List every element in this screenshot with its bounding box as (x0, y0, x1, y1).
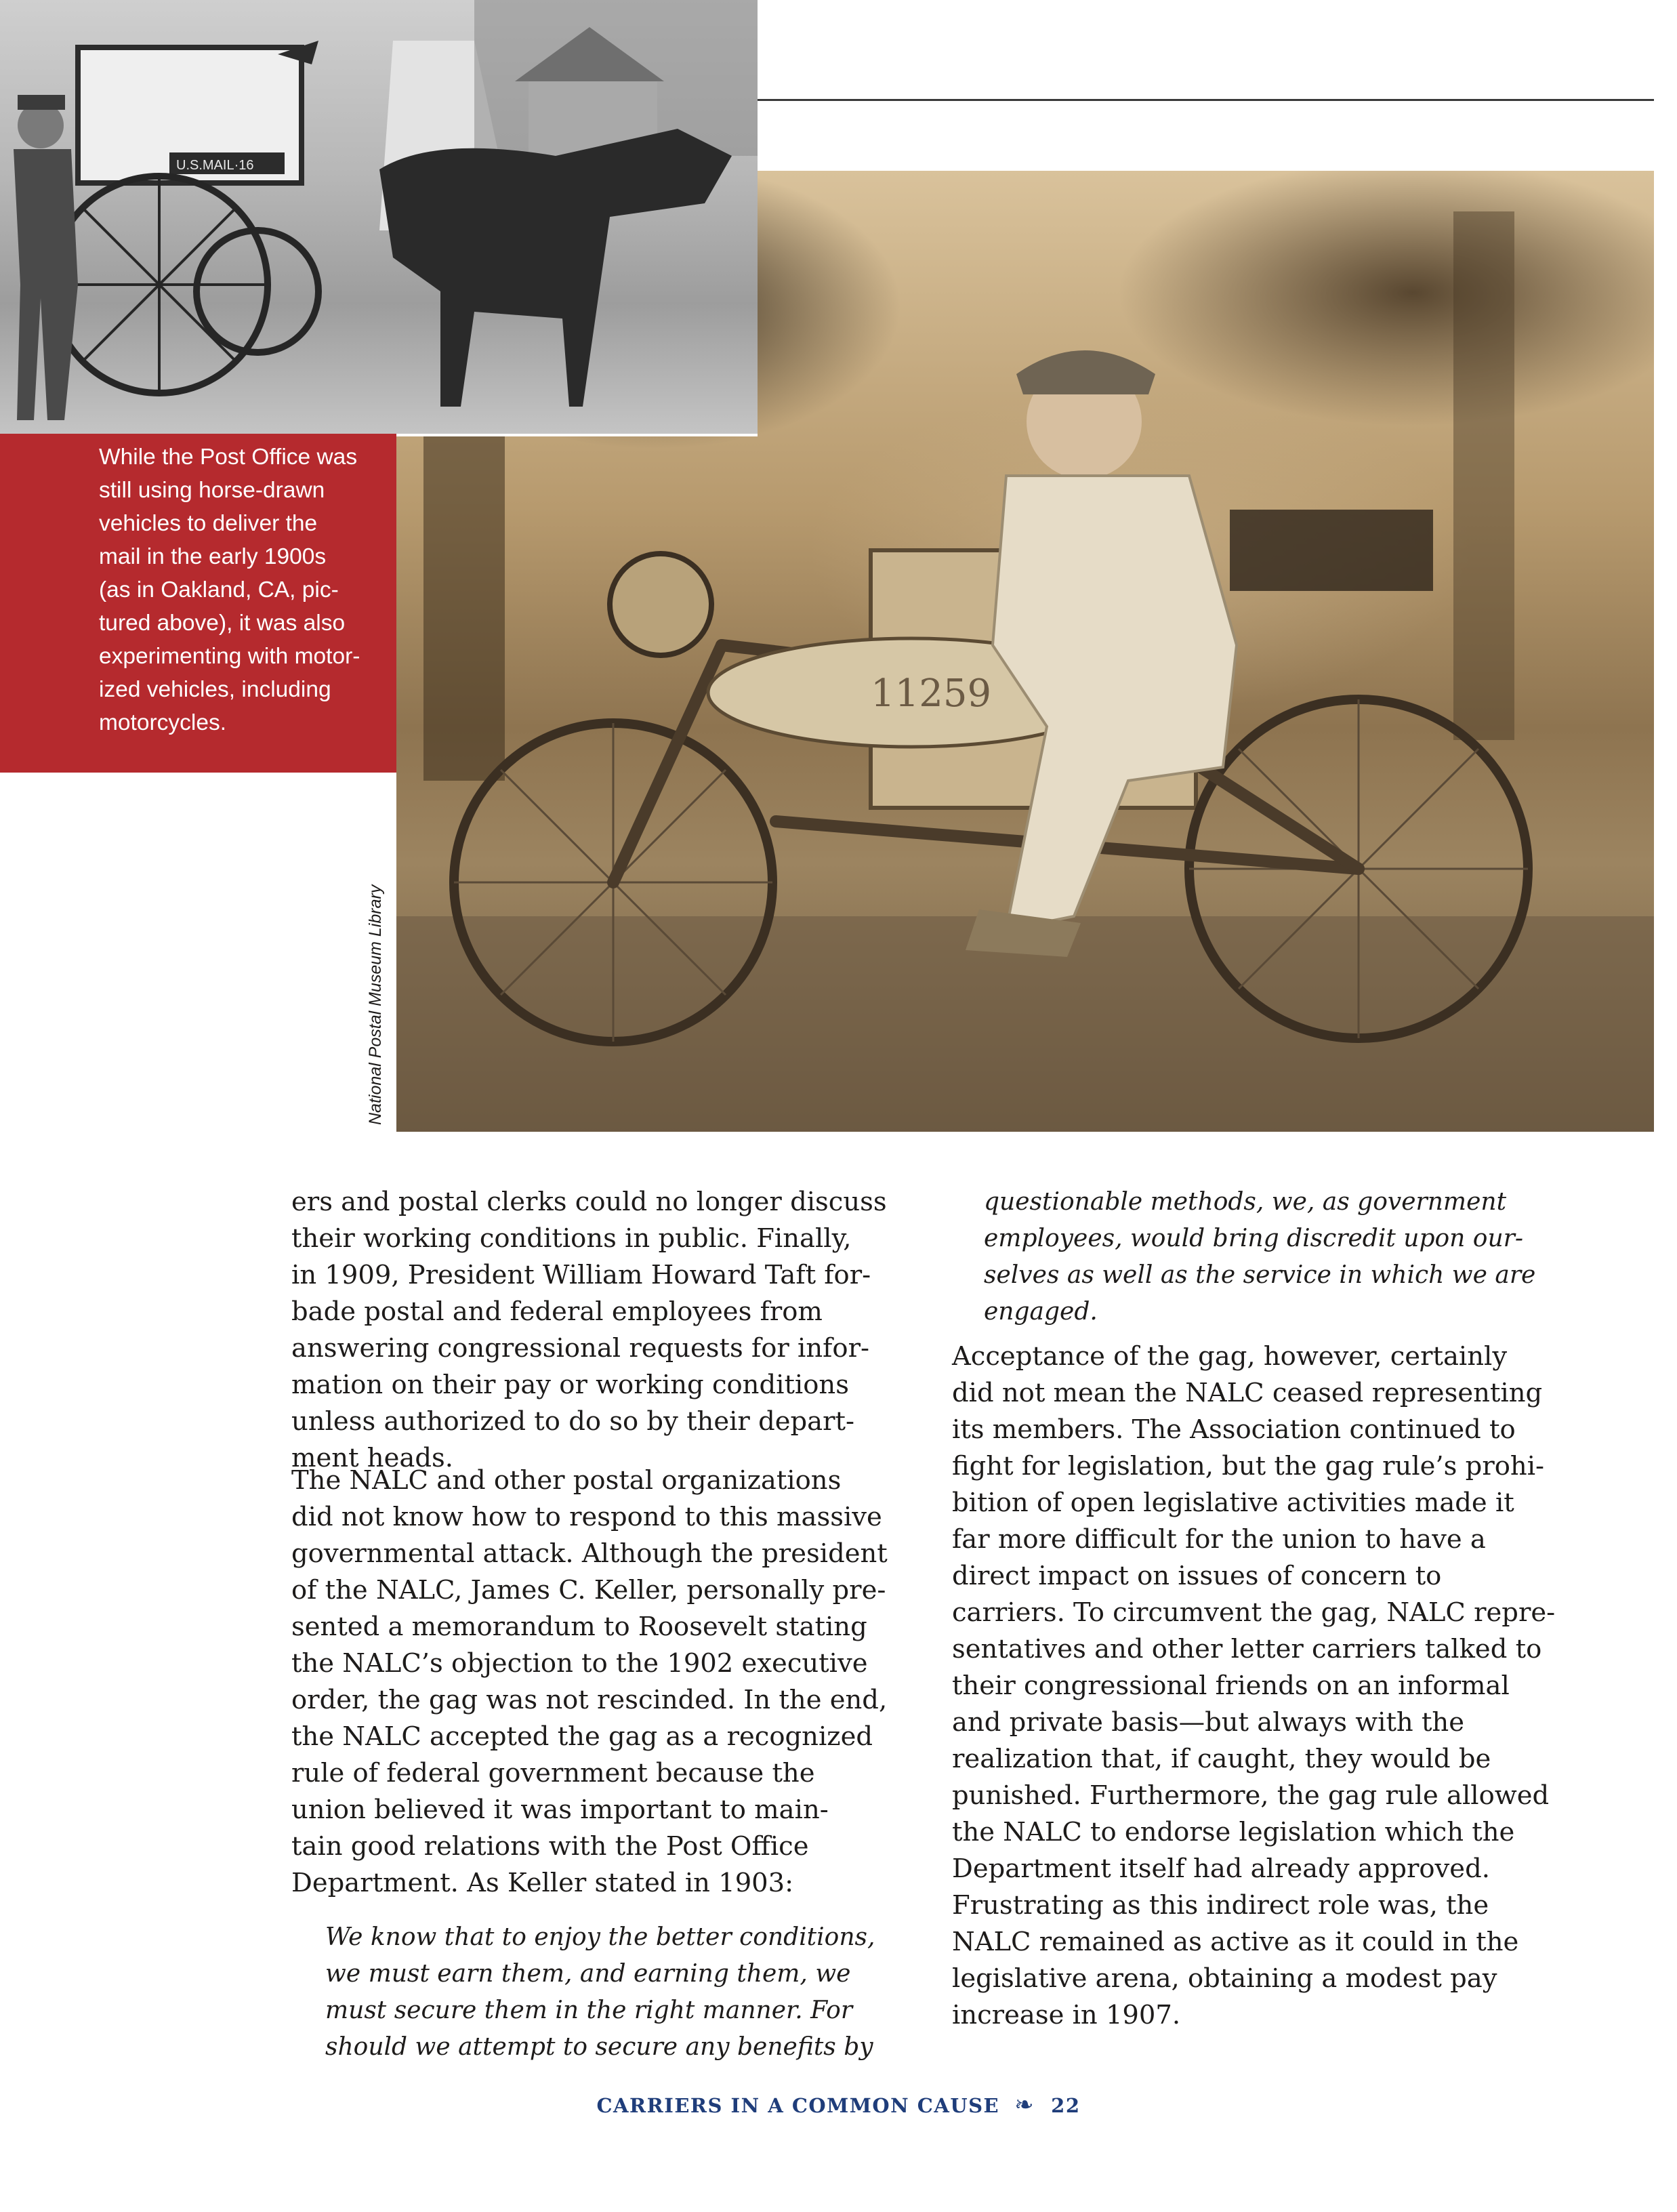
footer-title: CARRIERS IN A COMMON CAUSE (596, 2094, 1000, 2117)
keller-quote-part-2: questionable methods, we, as government employees, would bring discredit upon our- selves as well as the service in which we are engaged. (984, 1188, 1536, 1326)
right-column-paragraph: Acceptance of the gag, however, certainly did not mean the NALC ceased representing its members. The Association continued to fight for legislation, but the gag rule’s prohi- bition of open legislative activities made it far more difficult for the union to have a direct impact on issues of concern to carriers. To circumvent the gag, NALC repre- sentatives and other letter carriers talked to their congressional friends on an informal and private basis—but always with the realization that, if caught, they would be punished. Furthermore, the gag rule allowed the NALC to endorse legislation which the Department itself had already approved. Frustrating as this indirect role was, the NALC remained as active as it could in the legislative arena, obtaining a modest pay increase in 1907. (952, 1341, 1556, 2030)
photo-credit: National Postal Museum Library (366, 884, 385, 1125)
page-footer (0, 2091, 1677, 2118)
horse-drawn-mail-wagon-photo (0, 0, 758, 436)
leaf-ornament-icon: ❧ (1014, 2091, 1035, 2118)
left-column-paragraph-1: ers and postal clerks could no longer discuss their working conditions in public. Finally, in 1909, President William Howard Taft for- bade postal and federal employees from answering congressional requests for infor- mation on their pay or working conditions unless authorized to do so by their depart- ment heads. (291, 1187, 887, 1473)
page-number: 22 (1051, 2094, 1081, 2117)
left-column-paragraph-2: The NALC and other postal organizations did not know how to respond to this massive governmental attack. Although the president of the NALC, James C. Keller, personally pre- sented a memorandum to Roosevelt stating the NALC’s objection to the 1902 executive order, the gag was not rescinded. In the end, the NALC accepted the gag as a recognized rule of federal government because the union believed it was important to main- tain good relations with the Post Office Department. As Keller stated in 1903: (291, 1465, 888, 1898)
tank-number: 11259 (871, 672, 992, 716)
keller-quote-part-1: We know that to enjoy the better conditions, we must earn them, and earning them, we must secure them in the right manner. For should we attempt to secure any benefits by (325, 1923, 875, 2061)
photo-caption: While the Post Office was still using horse-drawn vehicles to deliver the mail in the early 1900s (as in Oakland, CA, pic- tured above), it was also experimenting with motor- ized vehicles, including motorcycles. (99, 445, 360, 735)
wagon-illustration (0, 0, 758, 434)
wagon-sign: U.S.MAIL·16 (176, 158, 254, 173)
header-rule (756, 99, 1654, 101)
